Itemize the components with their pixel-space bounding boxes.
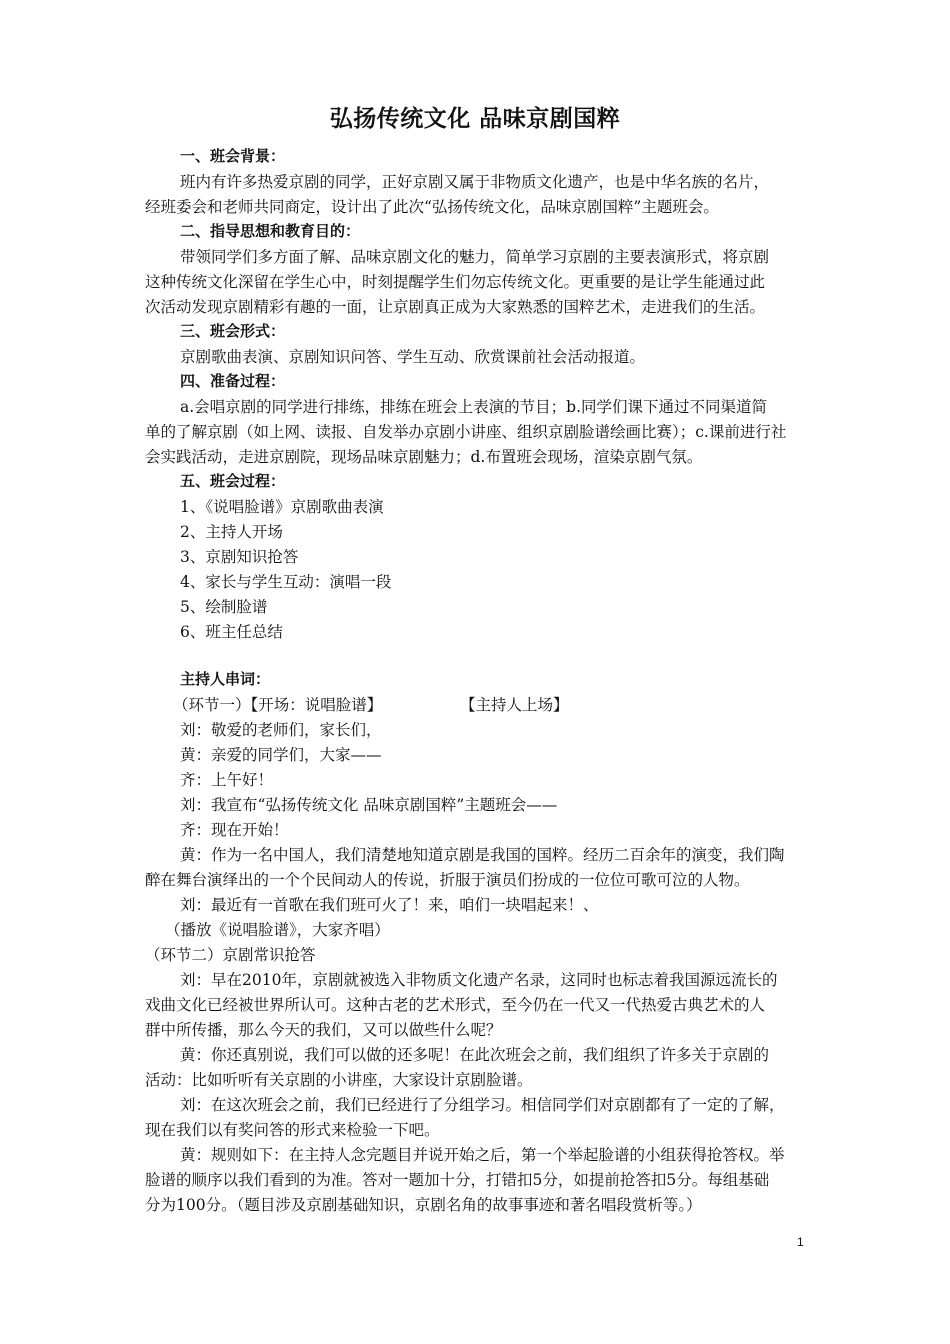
section-heading: 四、准备过程： — [180, 372, 286, 390]
text-line: 现在我们以有奖问答的形式来检验一下吧。 — [145, 1121, 440, 1139]
text-line: 黄：规则如下：在主持人念完题目并说开始之后，第一个举起脸谱的小组获得抢答权。举 — [180, 1146, 785, 1164]
text-line: 黄：你还真别说，我们可以做的还多呢！在此次班会之前，我们组织了许多关于京剧的 — [180, 1046, 770, 1064]
text-line: 活动：比如听听有关京剧的小讲座，大家设计京剧脸谱。 — [145, 1071, 533, 1089]
text-line: 班内有许多热爱京剧的同学，正好京剧又属于非物质文化遗产，也是中华名族的名片， — [180, 173, 770, 191]
text-line: 4、家长与学生互动：演唱一段 — [180, 573, 392, 591]
text-line: 刘：最近有一首歌在我们班可火了！来，咱们一块唱起来！、 — [180, 896, 599, 914]
text-line: 经班委会和老师共同商定，设计出了此次“弘扬传统文化，品味京剧国粹”主题班会。 — [145, 198, 719, 216]
text-line: 黄：作为一名中国人，我们清楚地知道京剧是我国的国粹。经历二百余年的演变，我们陶 — [180, 846, 785, 864]
section-heading: 二、指导思想和教育目的： — [180, 222, 361, 240]
section-heading: 主持人串词： — [180, 670, 271, 688]
text-line: 醉在舞台演绎出的一个个民间动人的传说，折服于演员们扮成的一位位可歌可泣的人物。 — [145, 871, 750, 889]
text-line: 刘：早在2010年，京剧就被选入非物质文化遗产名录，这同时也标志着我国源远流长的 — [180, 971, 778, 989]
text-line: a.会唱京剧的同学进行排练，排练在班会上表演的节目；b.同学们课下通过不同渠道简 — [180, 398, 768, 416]
text-line: 刘：在这次班会之前，我们已经进行了分组学习。相信同学们对京剧都有了一定的了解， — [180, 1096, 785, 1114]
text-line: 5、绘制脸谱 — [180, 598, 268, 616]
page-number: 1 — [797, 1235, 804, 1249]
text-line: 6、班主任总结 — [180, 623, 283, 641]
text-line: 京剧歌曲表演、京剧知识问答、学生互动、欣赏课前社会活动报道。 — [180, 348, 646, 366]
text-line: 1、《说唱脸谱》京剧歌曲表演 — [180, 498, 384, 516]
section-heading: 五、班会过程： — [180, 472, 286, 490]
text-line: 【主持人上场】 — [460, 696, 569, 714]
text-line: 单的了解京剧（如上网、读报、自发举办京剧小讲座、组织京剧脸谱绘画比赛）；c.课前进行社 — [145, 423, 787, 441]
text-line: 脸谱的顺序以我们看到的为准。答对一题加十分，打错扣5分，如提前抢答扣5分。每组基础 — [145, 1171, 770, 1189]
text-line: 带领同学们多方面了解、品味京剧文化的魅力，简单学习京剧的主要表演形式，将京剧 — [180, 248, 770, 266]
text-line: 齐：现在开始！ — [180, 821, 289, 839]
text-line: 群中所传播，那么今天的我们，又可以做些什么呢？ — [145, 1021, 502, 1039]
text-line: 黄：亲爱的同学们，大家—— — [180, 746, 382, 764]
text-line: 分为100分。（题目涉及京剧基础知识，京剧名角的故事事迹和著名唱段赏析等。） — [145, 1196, 702, 1214]
text-line: 3、京剧知识抢答 — [180, 548, 299, 566]
page-title: 弘扬传统文化 品味京剧国粹 — [329, 106, 621, 132]
text-line: 次活动发现京剧精彩有趣的一面，让京剧真正成为大家熟悉的国粹艺术，走进我们的生活。 — [145, 298, 766, 316]
text-line: （环节二）京剧常识抢答 — [145, 946, 316, 964]
text-line: （播放《说唱脸谱》，大家齐唱） — [165, 921, 390, 939]
text-line: 刘：我宣布“弘扬传统文化 品味京剧国粹”主题班会—— — [180, 796, 558, 814]
text-line: 2、主持人开场 — [180, 523, 283, 541]
text-line: （环节一）【开场：说唱脸谱】 — [173, 696, 383, 714]
text-line: 戏曲文化已经被世界所认可。这种古老的艺术形式，至今仍在一代又一代热爱古典艺术的人 — [145, 996, 766, 1014]
text-line: 会实践活动，走进京剧院，现场品味京剧魅力；d.布置班会现场，渲染京剧气氛。 — [145, 448, 703, 466]
text-line: 刘：敬爱的老师们，家长们， — [180, 721, 382, 739]
section-heading: 一、班会背景： — [180, 147, 286, 165]
text-line: 齐：上午好！ — [180, 771, 274, 789]
text-line: 这种传统文化深留在学生心中，时刻提醒学生们勿忘传统文化。更重要的是让学生能通过此 — [145, 273, 766, 291]
section-heading: 三、班会形式： — [180, 322, 286, 340]
